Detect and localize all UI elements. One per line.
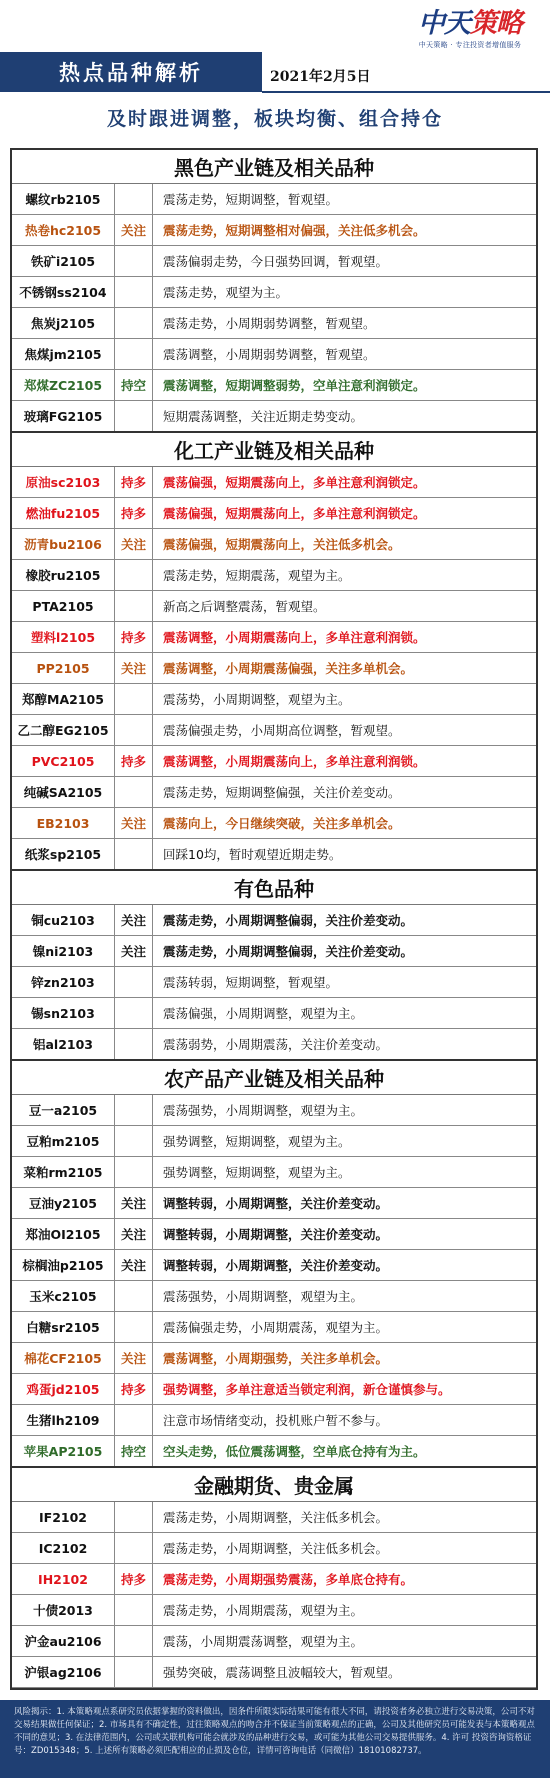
analysis-comment: 调整转弱，小周期调整，关注价差变动。	[163, 1196, 389, 1211]
position-tag: 关注	[115, 215, 153, 245]
section-title: 黑色产业链及相关品种	[12, 150, 536, 184]
position-tag	[115, 1157, 153, 1187]
contract-name: 棉花CF2105	[12, 1343, 115, 1373]
table-row	[12, 1029, 536, 1061]
table-row	[12, 277, 536, 308]
table-row	[12, 777, 536, 808]
table-row	[12, 560, 536, 591]
contract-name: 螺纹rb2105	[12, 184, 115, 214]
position-tag: 持多	[115, 498, 153, 528]
analysis-comment: 强势调整，短期调整，观望为主。	[163, 1134, 351, 1149]
table-row	[12, 653, 536, 684]
table-row	[12, 370, 536, 401]
analysis-comment: 震荡走势，短期震荡，观望为主。	[163, 568, 351, 583]
contract-name: 鸡蛋jd2105	[12, 1374, 115, 1404]
position-tag: 关注	[115, 1343, 153, 1373]
table-row	[12, 808, 536, 839]
contract-name: 纸浆sp2105	[12, 839, 115, 869]
analysis-comment: 震荡调整，小周期强势，关注多单机会。	[163, 1351, 389, 1366]
table-row	[12, 1657, 536, 1688]
position-tag	[115, 308, 153, 338]
position-tag: 持多	[115, 622, 153, 652]
analysis-comment: 震荡走势，小周期调整，关注低多机会。	[163, 1510, 389, 1525]
contract-name: 郑煤ZC2105	[12, 370, 115, 400]
table-row	[12, 839, 536, 871]
position-tag: 关注	[115, 905, 153, 935]
analysis-comment: 震荡弱势，小周期震荡，关注价差变动。	[163, 1037, 389, 1052]
table-row	[12, 1281, 536, 1312]
position-tag	[115, 1502, 153, 1532]
analysis-comment: 震荡走势，小周期弱势调整，暂观望。	[163, 316, 376, 331]
logo-wordmark: 中天策略	[418, 8, 522, 39]
analysis-comment: 空头走势，低位震荡调整，空单底仓持有为主。	[163, 1444, 426, 1459]
position-tag	[115, 339, 153, 369]
section-title: 化工产业链及相关品种	[12, 433, 536, 467]
contract-name: PTA2105	[12, 591, 115, 621]
contract-name: 菜粕rm2105	[12, 1157, 115, 1187]
contract-name: 塑料l2105	[12, 622, 115, 652]
table-row	[12, 339, 536, 370]
analysis-comment: 震荡强势，小周期调整，观望为主。	[163, 1289, 364, 1304]
table-row	[12, 1502, 536, 1533]
analysis-comment: 震荡调整，小周期震荡偏强，关注多单机会。	[163, 661, 414, 676]
analysis-comment: 震荡向上，今日继续突破，关注多单机会。	[163, 816, 401, 831]
position-tag: 关注	[115, 808, 153, 838]
analysis-comment: 调整转弱，小周期调整，关注价差变动。	[163, 1227, 389, 1242]
table-row	[12, 1219, 536, 1250]
page-title: 热点品种解析	[0, 52, 262, 92]
position-tag	[115, 1595, 153, 1625]
contract-name: 原油sc2103	[12, 467, 115, 497]
position-tag	[115, 1126, 153, 1156]
analysis-comment: 震荡走势，小周期震荡，观望为主。	[163, 1603, 364, 1618]
position-tag	[115, 1281, 153, 1311]
table-row	[12, 967, 536, 998]
analysis-comment: 震荡走势，短期调整偏强，关注价差变动。	[163, 785, 401, 800]
position-tag	[115, 1029, 153, 1059]
analysis-comment: 震荡偏强，短期震荡向上，多单注意利润锁定。	[163, 506, 426, 521]
table-row	[12, 401, 536, 433]
table-row	[12, 684, 536, 715]
page-subtitle: 及时跟进调整，板块均衡、组合持仓	[106, 108, 443, 130]
logo-tagline: 中天策略 · 专注投资者增值服务	[418, 41, 522, 49]
table-row	[12, 1626, 536, 1657]
table-row	[12, 184, 536, 215]
analysis-comment: 震荡走势，小周期强势震荡，多单底仓持有。	[163, 1572, 414, 1587]
position-tag: 持空	[115, 370, 153, 400]
brand-logo	[410, 8, 530, 52]
table-row	[12, 1533, 536, 1564]
analysis-comment: 震荡走势，小周期调整偏弱，关注价差变动。	[163, 944, 414, 959]
analysis-comment: 震荡偏强走势，小周期高位调整，暂观望。	[163, 723, 401, 738]
position-tag	[115, 1095, 153, 1125]
table-row	[12, 1564, 536, 1595]
position-tag: 持多	[115, 1564, 153, 1594]
table-row	[12, 246, 536, 277]
contract-name: 锡sn2103	[12, 998, 115, 1028]
position-tag	[115, 184, 153, 214]
table-row	[12, 467, 536, 498]
contract-name: 乙二醇EG2105	[12, 715, 115, 745]
analysis-comment: 震荡，小周期震荡调整，观望为主。	[163, 1634, 364, 1649]
position-tag: 关注	[115, 1219, 153, 1249]
analysis-comment: 强势调整，短期调整，观望为主。	[163, 1165, 351, 1180]
contract-name: EB2103	[12, 808, 115, 838]
analysis-comment: 震荡势，小周期调整，观望为主。	[163, 692, 351, 707]
analysis-comment: 震荡偏弱走势，今日强势回调，暂观望。	[163, 254, 389, 269]
analysis-comment: 震荡偏强，短期震荡向上，关注低多机会。	[163, 537, 401, 552]
contract-name: 沥青bu2106	[12, 529, 115, 559]
table-row	[12, 746, 536, 777]
analysis-comment: 震荡调整，短期调整弱势，空单注意利润锁定。	[163, 378, 426, 393]
contract-name: IC2102	[12, 1533, 115, 1563]
position-tag	[115, 715, 153, 745]
analysis-comment: 强势突破，震荡调整且波幅较大，暂观望。	[163, 1665, 401, 1680]
position-tag	[115, 246, 153, 276]
analysis-comment: 震荡强势，小周期调整，观望为主。	[163, 1103, 364, 1118]
position-tag	[115, 1405, 153, 1435]
analysis-comment: 震荡偏强走势，小周期震荡，观望为主。	[163, 1320, 389, 1335]
report-date: 2021年2月5日	[270, 69, 371, 85]
risk-disclaimer: 风险揭示：1. 本策略观点系研究员依据掌握的资料做出，因条件所限实际结果可能有很大不同，请投资者务必独立进行交易决策，公司不对交易结果做任何保证；2. 市场具有不确定性，过往策略观点的吻合并不保证当前策略观点的正确，公司及其他研究员可能发表与本策略观点不同的意见；3. 在法律范围内，公司或关联机构可能会就涉及的品种进行交易，或可能为其他公司交易提供服务。4. 许可 投资咨询资格证号：ZD015348；5. 上述所有策略必须匹配相应的止损及仓位，详情可咨询电话（同微信）18101082737。	[0, 1700, 550, 1778]
analysis-comment: 回踩10均，暂时观望近期走势。	[163, 847, 342, 862]
position-tag: 关注	[115, 936, 153, 966]
section-title: 农产品产业链及相关品种	[12, 1061, 536, 1095]
section-title: 有色品种	[12, 871, 536, 905]
table-row	[12, 998, 536, 1029]
analysis-comment: 注意市场情绪变动，投机账户暂不参与。	[163, 1413, 389, 1428]
contract-name: 白糖sr2105	[12, 1312, 115, 1342]
contract-name: 苹果AP2105	[12, 1436, 115, 1466]
analysis-comment: 震荡走势，观望为主。	[163, 285, 289, 300]
analysis-comment: 震荡调整，小周期震荡向上，多单注意利润锁。	[163, 630, 426, 645]
position-tag: 关注	[115, 1188, 153, 1218]
contract-name: 玉米c2105	[12, 1281, 115, 1311]
header-divider	[262, 91, 550, 93]
position-tag: 关注	[115, 653, 153, 683]
table-row	[12, 622, 536, 653]
contract-name: 铜cu2103	[12, 905, 115, 935]
contract-name: 热卷hc2105	[12, 215, 115, 245]
contract-name: 纯碱SA2105	[12, 777, 115, 807]
table-row	[12, 1188, 536, 1219]
position-tag	[115, 684, 153, 714]
position-tag	[115, 401, 153, 431]
contract-name: 郑醇MA2105	[12, 684, 115, 714]
table-row	[12, 905, 536, 936]
contract-name: 橡胶ru2105	[12, 560, 115, 590]
section-title: 金融期货、贵金属	[12, 1468, 536, 1502]
contract-name: 生猪lh2109	[12, 1405, 115, 1435]
analysis-comment: 震荡调整，小周期震荡向上，多单注意利润锁。	[163, 754, 426, 769]
contract-name: 铁矿i2105	[12, 246, 115, 276]
contract-name: 郑油OI2105	[12, 1219, 115, 1249]
position-tag: 持多	[115, 467, 153, 497]
contract-name: 锌zn2103	[12, 967, 115, 997]
page-header	[0, 0, 550, 92]
contract-name: 棕榈油p2105	[12, 1250, 115, 1280]
analysis-comment: 强势调整，多单注意适当锁定利润，新仓谨慎参与。	[163, 1382, 451, 1397]
table-row	[12, 498, 536, 529]
contract-name: IF2102	[12, 1502, 115, 1532]
position-tag: 关注	[115, 529, 153, 559]
position-tag	[115, 277, 153, 307]
table-row	[12, 1374, 536, 1405]
contract-name: 豆粕m2105	[12, 1126, 115, 1156]
contract-name: 燃油fu2105	[12, 498, 115, 528]
table-row	[12, 1436, 536, 1468]
position-tag: 关注	[115, 1250, 153, 1280]
analysis-comment: 震荡调整，小周期弱势调整，暂观望。	[163, 347, 376, 362]
contract-name: 铝al2103	[12, 1029, 115, 1059]
table-row	[12, 1595, 536, 1626]
table-row	[12, 215, 536, 246]
position-tag	[115, 1533, 153, 1563]
position-tag	[115, 967, 153, 997]
table-row	[12, 1250, 536, 1281]
position-tag	[115, 591, 153, 621]
position-tag	[115, 998, 153, 1028]
table-row	[12, 1405, 536, 1436]
position-tag	[115, 1657, 153, 1687]
position-tag	[115, 839, 153, 869]
contract-name: PP2105	[12, 653, 115, 683]
analysis-comment: 震荡走势，小周期调整，关注低多机会。	[163, 1541, 389, 1556]
contract-name: PVC2105	[12, 746, 115, 776]
table-row	[12, 1312, 536, 1343]
table-row	[12, 1343, 536, 1374]
contract-name: 镍ni2103	[12, 936, 115, 966]
contract-name: 豆油y2105	[12, 1188, 115, 1218]
position-tag: 持多	[115, 1374, 153, 1404]
analysis-comment: 震荡转弱，短期调整，暂观望。	[163, 975, 339, 990]
table-row	[12, 936, 536, 967]
table-row	[12, 529, 536, 560]
analysis-comment: 震荡偏强，短期震荡向上，多单注意利润锁定。	[163, 475, 426, 490]
contract-name: IH2102	[12, 1564, 115, 1594]
contract-name: 焦炭j2105	[12, 308, 115, 338]
contract-name: 不锈钢ss2104	[12, 277, 115, 307]
contract-name: 豆一a2105	[12, 1095, 115, 1125]
analysis-comment: 震荡偏强，小周期调整，观望为主。	[163, 1006, 364, 1021]
contract-name: 十债2013	[12, 1595, 115, 1625]
position-tag	[115, 560, 153, 590]
analysis-comment: 震荡走势，短期调整相对偏强，关注低多机会。	[163, 223, 426, 238]
contract-name: 沪金au2106	[12, 1626, 115, 1656]
contract-name: 玻璃FG2105	[12, 401, 115, 431]
position-tag	[115, 1626, 153, 1656]
table-row	[12, 1126, 536, 1157]
analysis-comment: 短期震荡调整，关注近期走势变动。	[163, 409, 364, 424]
position-tag: 持空	[115, 1436, 153, 1466]
contract-name: 沪银ag2106	[12, 1657, 115, 1687]
analysis-comment: 震荡走势，短期调整，暂观望。	[163, 192, 339, 207]
position-tag	[115, 1312, 153, 1342]
table-row	[12, 715, 536, 746]
position-tag: 持多	[115, 746, 153, 776]
analysis-comment: 调整转弱，小周期调整，关注价差变动。	[163, 1258, 389, 1273]
position-tag	[115, 777, 153, 807]
table-row	[12, 1157, 536, 1188]
table-row	[12, 1095, 536, 1126]
analysis-comment: 新高之后调整震荡，暂观望。	[163, 599, 326, 614]
table-row	[12, 308, 536, 339]
contract-name: 焦煤jm2105	[12, 339, 115, 369]
analysis-comment: 震荡走势，小周期调整偏弱，关注价差变动。	[163, 913, 414, 928]
analysis-table	[10, 148, 538, 1690]
table-row	[12, 591, 536, 622]
